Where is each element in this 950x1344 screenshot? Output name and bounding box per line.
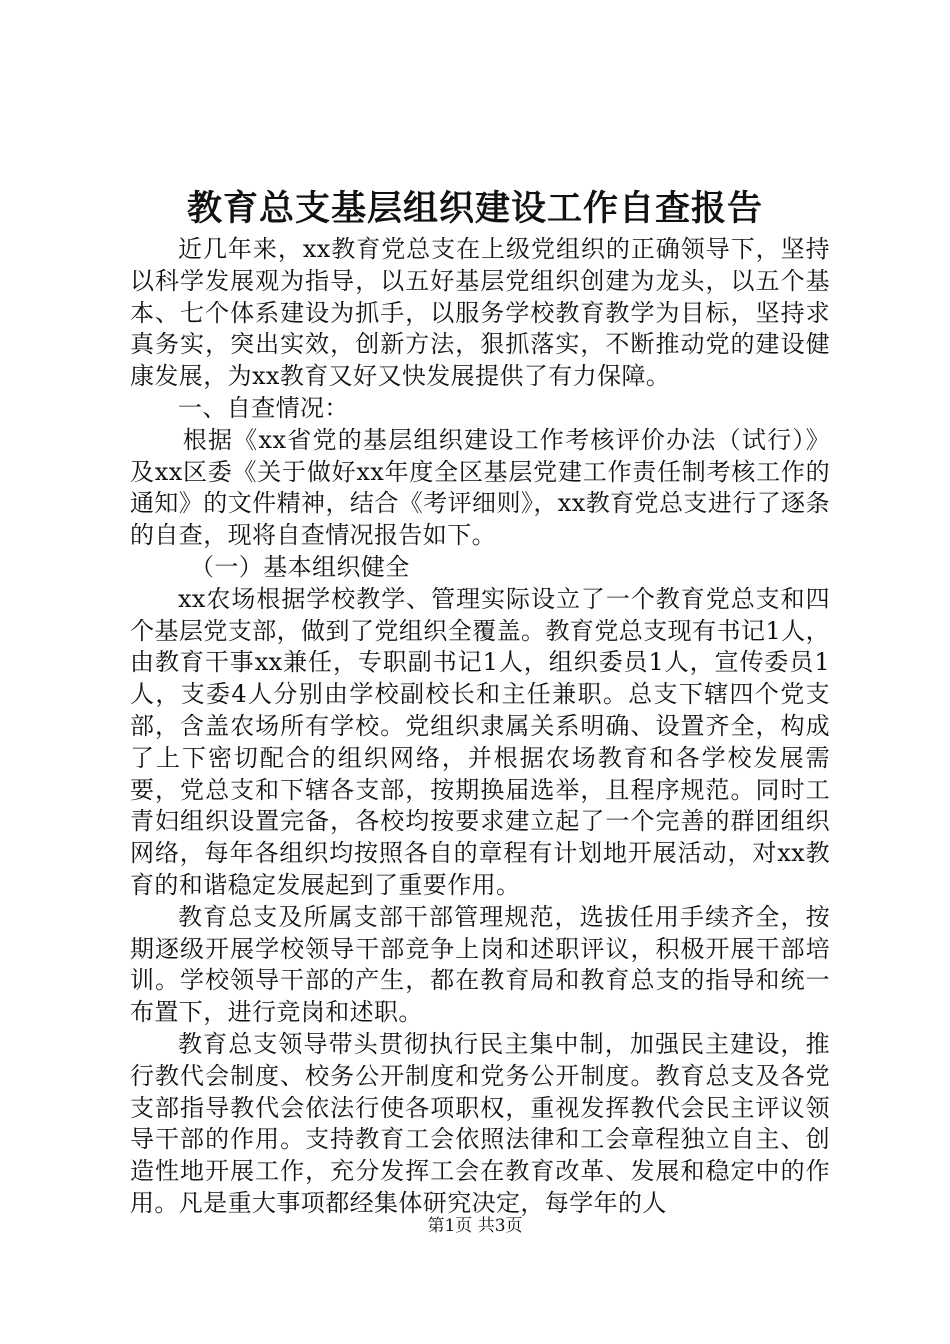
organization-paragraph: xx农场根据学校教学、管理实际设立了一个教育党总支和四个基层党支部，做到了党组织全覆盖。教育党总支现有书记1人，由教育干事xx兼任，专职副书记1人，组织委员1人，宣传委员1人，支委4人分别由学校副校长和主任兼职。总支下辖四个党支部，含盖农场所有学校。党组织隶属关系明确、设置齐全，构成了上下密切配合的组织网络，并根据农场教育和各学校发展需要，党总支和下辖各支部，按期换届选举，且程序规范。同时工青妇组织设置完备，各校均按要求建立起了一个完善的群团组织网络，每年各组织均按照各自的章程有计划地开展活动，对xx教育的和谐稳定发展起到了重要作用。 bbox=[130, 584, 830, 899]
democracy-paragraph: 教育总支领导带头贯彻执行民主集中制，加强民主建设，推行教代会制度、校务公开制度和党务公开制度。教育总支及各党支部指导教代会依法行使各项职权，重视发挥教代会民主评议领导干部的作用。支持教育工会依照法律和工会章程独立自主、创造性地开展工作，充分发挥工会在教育改革、发展和稳定中的作用。凡是重大事项都经集体研究决定，每学年的人 bbox=[130, 1029, 830, 1217]
intro-paragraph: 近几年来，xx教育党总支在上级党组织的正确领导下，坚持以科学发展观为指导，以五好基层党组织创建为龙头，以五个基本、七个体系建设为抓手，以服务学校教育教学为目标，坚持求真务实，突出实效，创新方法，狠抓落实，不断推动党的建设健康发展，为xx教育又好又快发展提供了有力保障。 bbox=[130, 235, 830, 391]
basis-paragraph: 根据《xx省党的基层组织建设工作考核评价办法（试行）》及xx区委《关于做好xx年度全区基层党建工作责任制考核工作的通知》的文件精神，结合《考评细则》，xx教育党总支进行了逐条的自查，现将自查情况报告如下。 bbox=[130, 425, 830, 550]
section-heading-self-check: 一、自查情况： bbox=[178, 393, 349, 422]
document-title: 教育总支基层组织建设工作自查报告 bbox=[186, 188, 763, 229]
subsection-heading-organization: （一）基本组织健全 bbox=[190, 552, 410, 581]
cadre-management-paragraph: 教育总支及所属支部干部管理规范，选拔任用手续齐全，按期逐级开展学校领导干部竞争上岗和述职评议，积极开展干部培训。学校领导干部的产生，都在教育局和教育总支的指导和统一布置下，进行竞岗和述职。 bbox=[130, 902, 830, 1027]
document-body bbox=[130, 234, 830, 1220]
page-number-footer: 第1页 共3页 bbox=[427, 1216, 523, 1236]
